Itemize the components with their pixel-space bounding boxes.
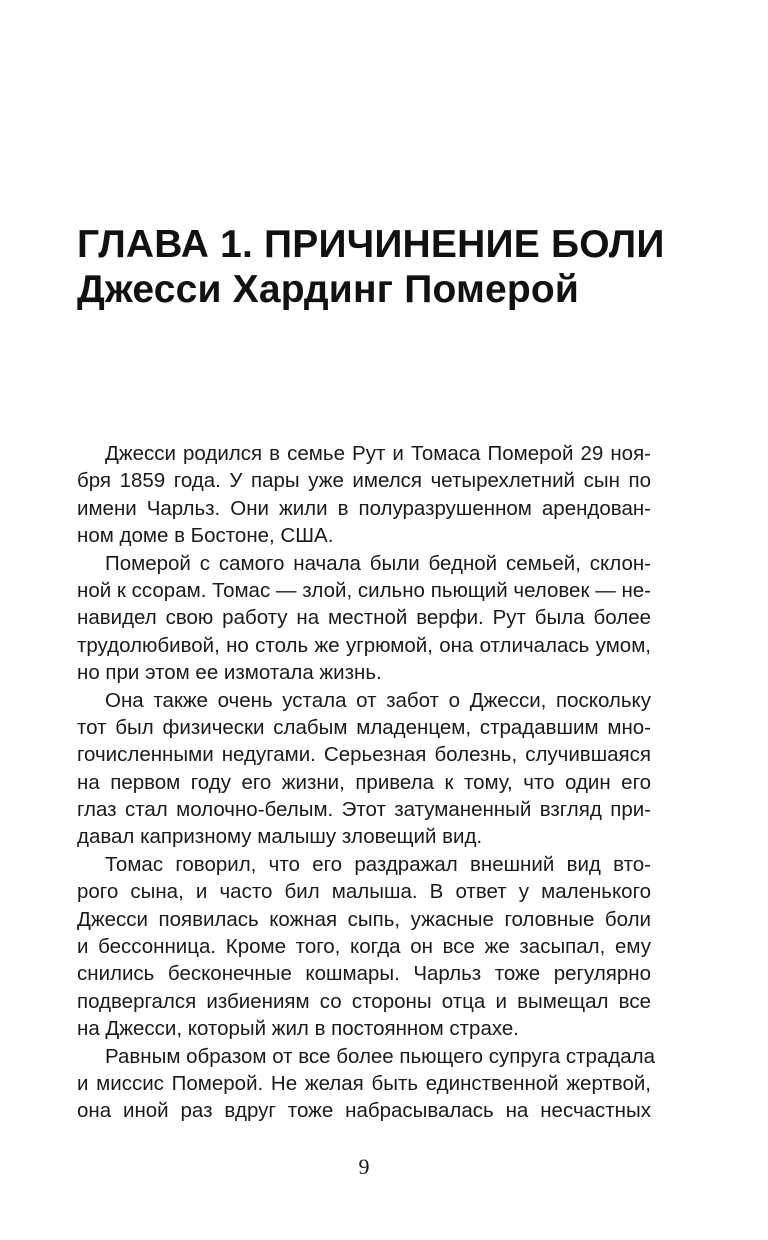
- text-line: но при этом ее измотала жизнь.: [77, 661, 382, 685]
- text-line: рого сына, и часто бил малыша. В ответ у маленького: [77, 880, 651, 904]
- chapter-title: ГЛАВА 1. ПРИЧИНЕНИЕ БОЛИ: [77, 223, 665, 266]
- text-line: ном доме в Бостоне, США.: [77, 524, 334, 548]
- text-line: на первом году его жизни, привела к тому, что один его: [77, 770, 651, 794]
- text-line: ной к ссорам. Томас — злой, сильно пьющий человек — не-: [77, 578, 651, 602]
- text-line: она иной раз вдруг тоже набрасывалась на несчастных: [77, 1099, 651, 1123]
- text-line: имени Чарльз. Они жили в полуразрушенном арендован-: [77, 496, 651, 520]
- text-line: гочисленными недугами. Серьезная болезнь, случившаяся: [77, 743, 651, 767]
- page-number: 9: [358, 1154, 370, 1179]
- chapter-heading: [77, 222, 697, 312]
- body-text: [77, 440, 656, 1125]
- text-line: подвергался избиениям со стороны отца и вымещал все: [77, 989, 651, 1013]
- text-line: Равным образом от все более пьющего супруга страдала: [105, 1044, 656, 1068]
- text-line: навидел свою работу на местной верфи. Рут была более: [77, 606, 651, 630]
- text-line: и бессонница. Кроме того, когда он все же засыпал, ему: [77, 935, 651, 959]
- text-line: Померой с самого начала были бедной семьей, склон-: [105, 551, 651, 575]
- text-line: снились бесконечные кошмары. Чарльз тоже регулярно: [77, 962, 651, 986]
- text-line: Томас говорил, что его раздражал внешний вид вто-: [105, 852, 651, 876]
- text-line: тот был физически слабым младенцем, страдавшим мно-: [77, 715, 651, 739]
- text-line: Джесси появилась кожная сыпь, ужасные головные боли: [77, 907, 651, 931]
- text-line: давал капризному малышу зловещий вид.: [77, 825, 483, 849]
- text-line: глаз стал молочно-белым. Этот затуманенный взгляд при-: [77, 798, 651, 822]
- text-line: на Джесси, который жил в постоянном страхе.: [77, 1017, 519, 1041]
- text-line: трудолюбивой, но столь же угрюмой, она отличалась умом,: [77, 633, 651, 657]
- text-line: и миссис Померой. Не желая быть единственной жертвой,: [77, 1071, 651, 1095]
- text-line: Она также очень устала от забот о Джесси, поскольку: [105, 688, 651, 712]
- text-line: Джесси родился в семье Рут и Томаса Померой 29 ноя-: [105, 442, 651, 465]
- text-line: бря 1859 года. У пары уже имелся четырехлетний сын по: [77, 469, 651, 493]
- chapter-subtitle: Джесси Хардинг Померой: [77, 268, 580, 311]
